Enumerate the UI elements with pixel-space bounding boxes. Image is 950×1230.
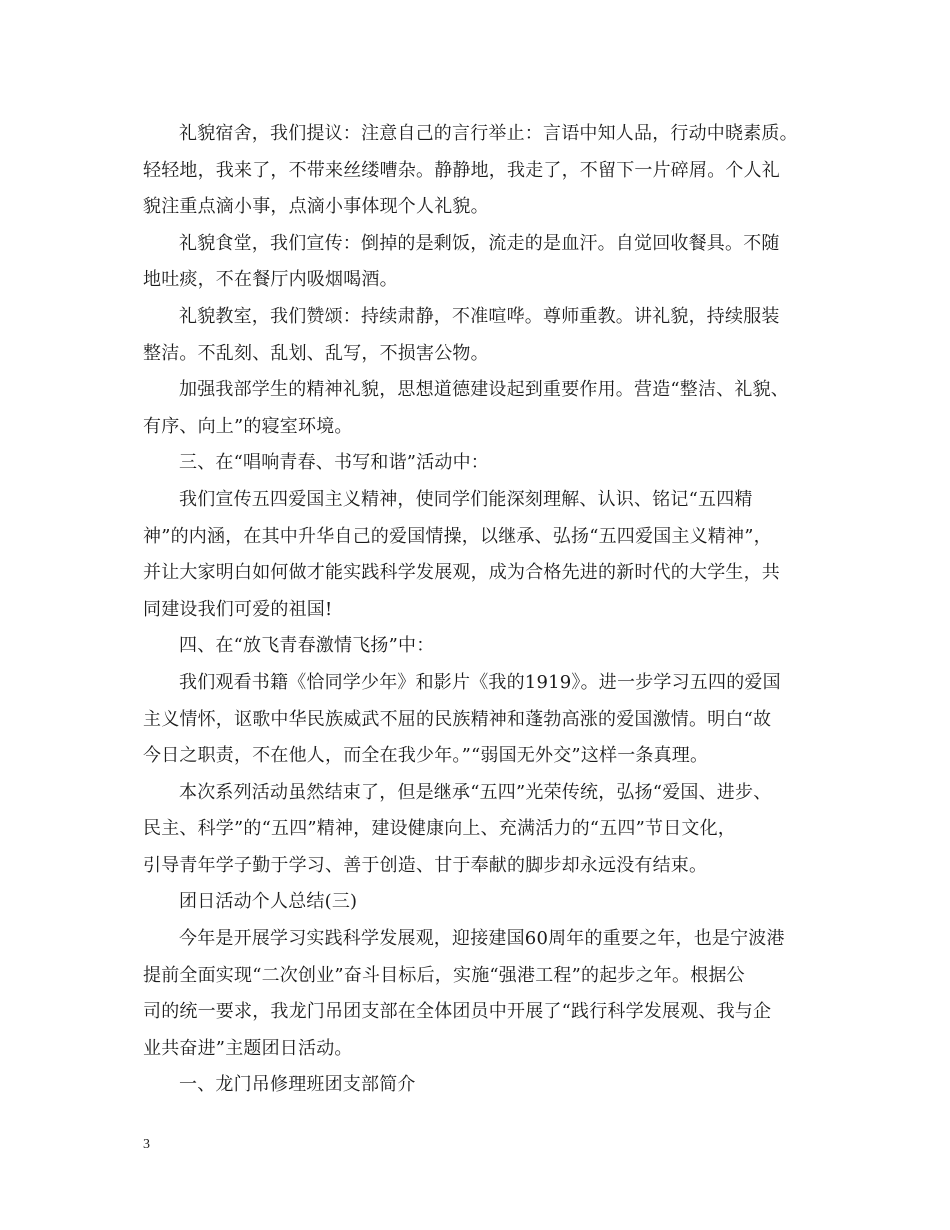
paragraph-line: 礼貌教室，我们赞颂：持续肃静，不准喧哗。尊师重教。讲礼貌，持续服装 [179,305,780,327]
paragraph-line: 一、龙门吊修理班团支部简介 [179,1074,416,1096]
paragraph-line: 整洁。不乱刻、乱划、乱写，不损害公物。 [143,342,489,364]
paragraph-line: 加强我部学生的精神礼貌，思想道德建设起到重要作用。营造“整洁、礼貌、 [179,379,789,401]
paragraph-line: 礼貌食堂，我们宣传：倒掉的是剩饭，流走的是血汗。自觉回收餐具。不随 [179,232,780,254]
paragraph-line: 我们宣传五四爱国主义精神，使同学们能深刻理解、认识、铭记“五四精 [179,488,753,510]
paragraph-line: 引导青年学子勤于学习、善于创造、甘于奉献的脚步却永远没有结束。 [143,854,708,876]
paragraph [143,116,808,226]
paragraph-line: 业共奋进”主题团日活动。 [143,1037,353,1059]
paragraph-line: 我们观看书籍《恰同学少年》和影片《我的1919》。进一步学习五四的爱国 [179,671,781,693]
paragraph-line: 貌注重点滴小事，点滴小事体现个人礼貌。 [143,196,489,218]
paragraph-line: 神”的内涵，在其中升华自己的爱国情操，以继承、弘扬“五四爱国主义精神”， [143,525,772,547]
paragraph-line: 民主、科学”的“五四”精神，建设健康向上、充满活力的“五四”节日文化， [143,818,737,840]
paragraph-line: 提前全面实现“二次创业”奋斗目标后，实施“强港工程”的起步之年。根据公 [143,964,745,986]
paragraph-line: 轻轻地，我来了，不带来丝缕嘈杂。静静地，我走了，不留下一片碎屑。个人礼 [143,159,780,181]
paragraph-line: 团日活动个人总结(三) [179,891,358,913]
paragraph [143,884,808,921]
paragraph-line: 主义情怀，讴歌中华民族威武不屈的民族精神和蓬勃高涨的爱国激情。明白“故 [143,708,772,730]
paragraph-line: 同建设我们可爱的祖国! [143,598,333,620]
paragraph [143,665,808,775]
paragraph [143,226,808,299]
paragraph [143,921,808,1067]
paragraph [143,628,808,665]
paragraph-line: 四、在“放飞青春激情飞扬”中： [179,635,435,657]
paragraph-line: 礼貌宿舍，我们提议：注意自己的言行举止：言语中知人品，行动中晓素质。 [179,123,798,144]
paragraph [143,372,808,445]
document-body [143,116,808,1104]
page-number: 3 [143,1137,150,1152]
paragraph [143,775,808,885]
paragraph [143,482,808,628]
paragraph-line: 有序、向上”的寝室环境。 [143,415,353,437]
paragraph [143,445,808,482]
paragraph-line: 三、在“唱响青春、书写和谐”活动中： [179,452,490,474]
paragraph-line: 司的统一要求，我龙门吊团支部在全体团员中开展了“践行科学发展观、我与企 [143,1001,772,1023]
paragraph-line: 今日之职责，不在他人，而全在我少年。”“弱国无外交”这样一条真理。 [143,745,709,767]
paragraph-line: 今年是开展学习实践科学发展观，迎接建国60周年的重要之年，也是宁波港 [179,928,785,950]
paragraph-line: 本次系列活动虽然结束了，但是继承“五四”光荣传统，弘扬“爱国、进步、 [179,781,772,803]
paragraph [143,299,808,372]
paragraph-line: 并让大家明白如何做才能实践科学发展观，成为合格先进的新时代的大学生，共 [143,562,780,584]
paragraph [143,1067,808,1104]
paragraph-line: 地吐痰，不在餐厅内吸烟喝酒。 [143,269,398,291]
